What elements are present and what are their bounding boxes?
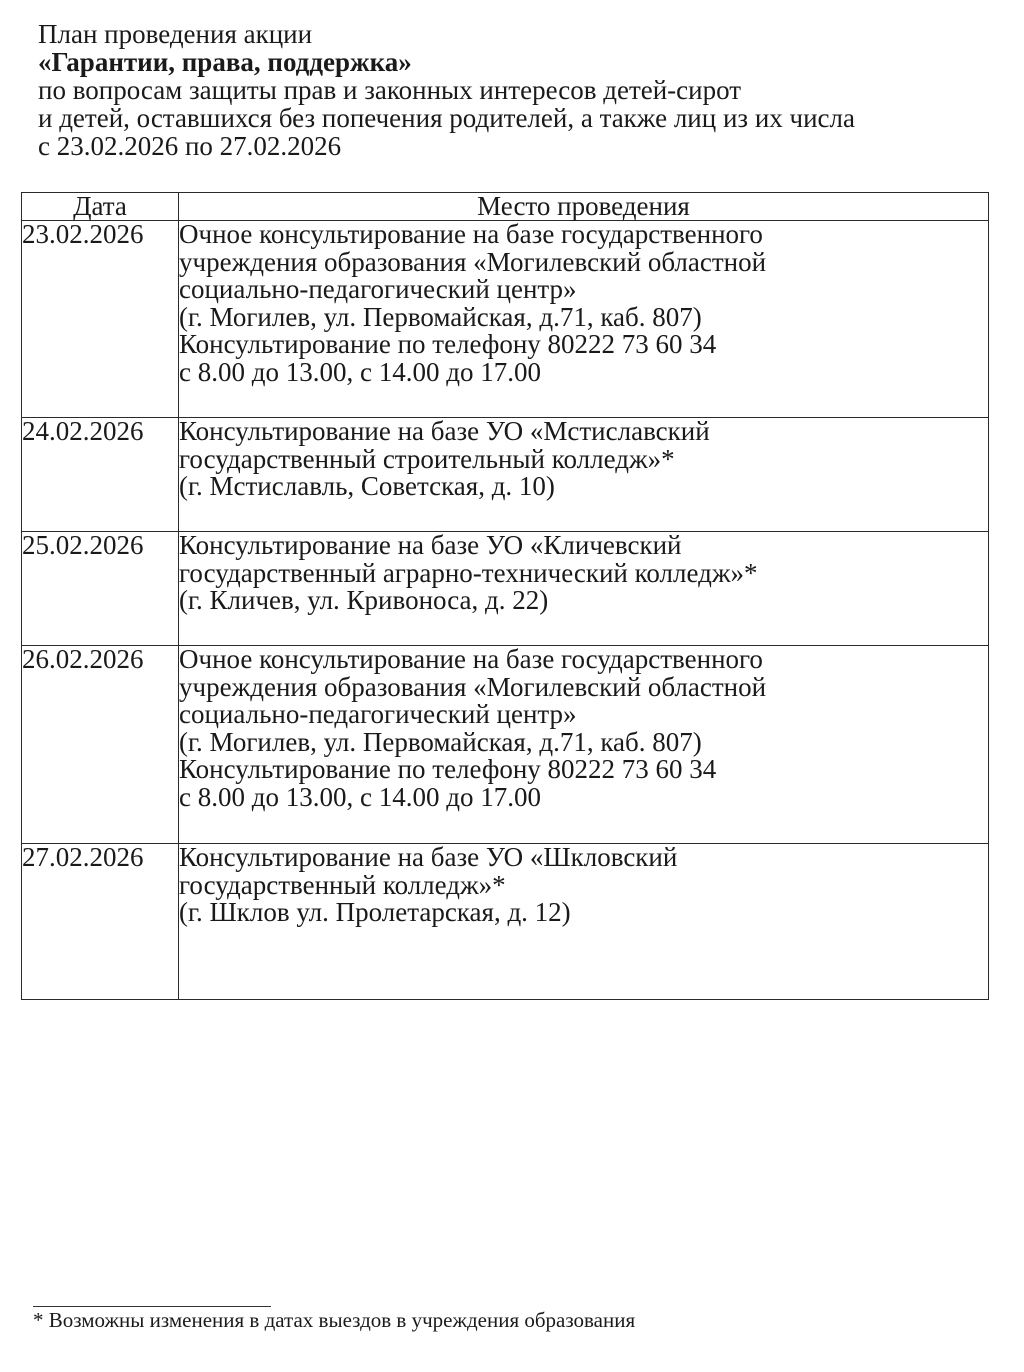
place-line: учреждения образования «Могилевский областной — [179, 671, 767, 702]
row-date: 23.02.2026 — [22, 221, 179, 418]
header-line-1: План проведения акции — [38, 19, 313, 49]
footnote: * Возможны изменения в датах выездов в учреждения образования — [33, 1308, 636, 1332]
footnote-divider — [33, 1306, 271, 1307]
column-header-date: Дата — [22, 193, 179, 221]
row-date: 26.02.2026 — [22, 646, 179, 844]
place-line: Очное консультирование на базе государственного — [179, 644, 763, 674]
place-line: учреждения образования «Могилевский областной — [179, 246, 767, 277]
place-line: (г. Мстиславль, Советская, д. 10) — [179, 471, 555, 501]
place-line: (г. Кличев, ул. Кривоноса, д. 22) — [179, 585, 549, 615]
place-line: с 8.00 до 13.00, с 14.00 до 17.00 — [179, 356, 541, 387]
place-line: государственный строительный колледж»* — [179, 443, 675, 474]
place-line: государственный колледж»* — [179, 869, 506, 900]
table-row — [22, 844, 989, 1000]
place-line: социально-педагогический центр» — [179, 274, 577, 304]
table-row — [22, 646, 989, 844]
row-date: 27.02.2026 — [22, 844, 179, 1000]
place-line: Консультирование по телефону 80222 73 60 34 — [179, 329, 717, 359]
row-place — [179, 646, 989, 844]
place-line: Консультирование на базе УО «Кличевский — [179, 530, 682, 560]
place-line: Консультирование на базе УО «Мстиславский — [179, 416, 710, 446]
campaign-title: «Гарантии, права, поддержка» — [38, 47, 412, 77]
table-header-row — [22, 193, 989, 221]
header-line-4: и детей, оставшихся без попечения родителей, а также лиц из их числа — [38, 103, 855, 133]
place-line: Очное консультирование на базе государственного — [179, 219, 763, 249]
row-date: 24.02.2026 — [22, 418, 179, 532]
place-line: государственный аграрно-технический колледж»* — [179, 557, 758, 588]
table-row — [22, 418, 989, 532]
row-date: 25.02.2026 — [22, 532, 179, 646]
row-place — [179, 532, 989, 646]
place-line: Консультирование на базе УО «Шкловский — [179, 842, 678, 872]
header-date-range: с 23.02.2026 по 27.02.2026 — [38, 131, 342, 161]
table-row — [22, 221, 989, 418]
document-header — [38, 20, 855, 160]
schedule-table — [21, 192, 989, 1000]
column-header-place: Место проведения — [179, 193, 989, 221]
place-line: социально-педагогический центр» — [179, 699, 577, 729]
place-line: (г. Могилев, ул. Первомайская, д.71, каб. 807) — [179, 301, 702, 332]
row-place — [179, 844, 989, 1000]
place-line: Консультирование по телефону 80222 73 60 34 — [179, 754, 717, 784]
header-line-3: по вопросам защиты прав и законных интересов детей-сирот — [38, 75, 742, 105]
place-line: (г. Шклов ул. Пролетарская, д. 12) — [179, 897, 571, 927]
place-line: (г. Могилев, ул. Первомайская, д.71, каб. 807) — [179, 726, 702, 757]
row-place — [179, 221, 989, 418]
place-line: с 8.00 до 13.00, с 14.00 до 17.00 — [179, 781, 541, 812]
table-row — [22, 532, 989, 646]
row-place — [179, 418, 989, 532]
